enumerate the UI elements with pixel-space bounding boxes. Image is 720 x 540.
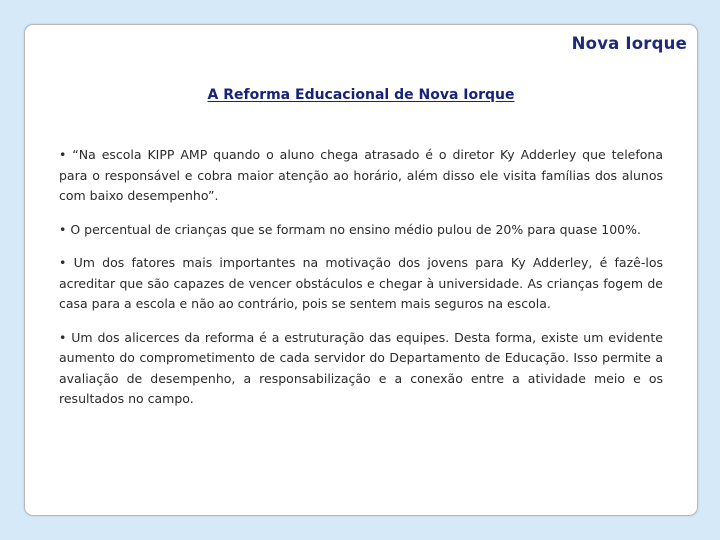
paragraph-kipp-amp: • “Na escola KIPP AMP quando o aluno chega atrasado é o diretor Ky Adderley que telefona para o responsável e cobra maior atenção ao horário, além disso ele visita famílias dos alunos com baixo desempenho”. xyxy=(59,147,663,203)
header-title: Nova Iorque xyxy=(571,34,687,53)
slide-card xyxy=(24,24,698,516)
slide-title: A Reforma Educacional de Nova Iorque xyxy=(207,87,515,103)
body-text xyxy=(59,145,663,423)
paragraph-motivation: • Um dos fatores mais importantes na motivação dos jovens para Ky Adderley, é fazê-los acreditar que são capazes de vencer obstáculos e chegar à universidade. As crianças fogem de casa para a escola e não ao contrário, pois se sentem mais seguros na escola. xyxy=(59,255,663,311)
paragraph-graduation-rate: • O percentual de crianças que se formam no ensino médio pulou de 20% para quase 100%. xyxy=(59,221,641,237)
paragraph-team-structure: • Um dos alicerces da reforma é a estruturação das equipes. Desta forma, existe um evidente aumento do comprometimento de cada servidor do Departamento de Educação. Isso permite a avaliação de desempenho, a responsabilização e a conexão entre a atividade meio e os resultados no campo. xyxy=(59,329,663,406)
